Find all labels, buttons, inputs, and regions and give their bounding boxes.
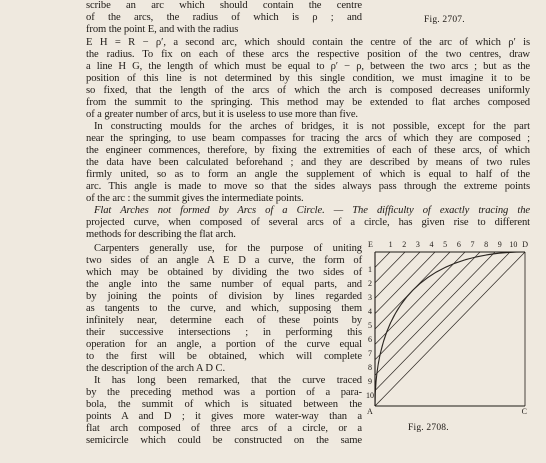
tangent-line <box>375 252 465 344</box>
top-division-label: 8 <box>484 240 489 249</box>
figure-caption-2707: Fig. 2707. <box>424 15 465 25</box>
text-line: firmly united, so as to form an angle the supplement of which is equal to half of the <box>86 169 530 180</box>
side-division-label: 5 <box>368 321 372 330</box>
text-line: to the first will be obtained, which will complete <box>86 351 362 362</box>
tangent-line <box>375 252 435 314</box>
text-line: the radius. To fix on each of these arcs the respective position of the two centres, draw <box>86 49 530 60</box>
top-division-label: 9 <box>497 240 502 249</box>
figure-caption-2708: Fig. 2708. <box>408 423 449 433</box>
text-line: projected curve, when composed of several arcs of a circle, has given rise to different <box>86 217 530 228</box>
text-line: the data have been calculated beforehand ; and they are described by means of two rules <box>86 157 530 168</box>
text-line: by the preceding method was a portion of a para- <box>86 387 362 398</box>
side-division-label: 7 <box>368 349 372 358</box>
text-line: scribe an arc which should contain the centre <box>86 0 362 11</box>
tangent-line <box>375 252 405 283</box>
text-line: Carpenters generally use, for the purpose of uniting <box>94 243 362 254</box>
top-division-label: 5 <box>443 240 448 249</box>
text-line: as tangents to the curve, and which, supposing them <box>86 303 362 314</box>
top-division-label: 7 <box>470 240 475 249</box>
side-division-label: 8 <box>368 363 372 372</box>
text-line: bola, the summit of which is situated between the <box>86 399 362 410</box>
text-line: which may be obtained by dividing the two sides of <box>86 267 362 278</box>
corner-label-c: C <box>521 407 527 416</box>
text-line: In constructing moulds for the arches of bridges, it is not possible, except for the part <box>94 121 530 132</box>
text-line: methods for describing the flat arch. <box>86 229 236 240</box>
text-line: by joining the points of division by lines regarded <box>86 291 362 302</box>
corner-label-d: D <box>522 240 528 249</box>
side-division-label: 2 <box>368 279 372 288</box>
tangent-line <box>375 252 495 375</box>
text-line: a line H G, the length of which must be equal to ρ′ − ρ, between the two arcs ; but as the <box>86 61 530 72</box>
tangent-line <box>375 252 420 298</box>
text-line: from the summit to the springing. This method may be extended to flat arches composed <box>86 97 530 108</box>
text-line: operation for an angle, a portion of the curve equal <box>86 339 362 350</box>
side-division-label: 6 <box>368 335 372 344</box>
top-division-label: 1 <box>388 240 393 249</box>
tangent-line <box>375 252 510 391</box>
text-line: two sides of an angle A E D a curve, the form of <box>86 255 362 266</box>
text-line: semicircle which could be constructed on the same <box>86 435 362 446</box>
figure-2708-arch-diagram <box>365 238 535 418</box>
section-heading-line: Flat Arches not formed by Arcs of a Circle. — The difficulty of exactly tracing the <box>94 205 530 216</box>
text-line: so fixed, that the length of the arcs of which the arch is composed decreases uniformly <box>86 85 530 96</box>
text-line: of the arc : the summit gives the intermediate points. <box>86 193 304 204</box>
top-division-label: 10 <box>509 240 518 249</box>
text-line: E H = R − ρ′, a second arc, which should contain the centre of the arc of which ρ′ is <box>86 37 530 48</box>
top-division-label: 4 <box>429 240 434 249</box>
side-division-label: 4 <box>368 307 372 316</box>
side-division-label: 9 <box>368 377 372 386</box>
text-line: arc. This angle is made to move so that the sides always pass through the extreme points <box>86 181 530 192</box>
text-line: the description of the arch A D C. <box>86 363 225 374</box>
corner-label-a: A <box>367 407 373 416</box>
text-line: position of this line is not determined by this single condition, we must imagine it to be <box>86 73 530 84</box>
text-line: the engineer commences, therefore, by fixing the extremities of each of these arcs, of which <box>86 145 530 156</box>
side-division-label: 10 <box>366 391 374 400</box>
tangent-line <box>375 252 390 267</box>
text-line: of a greater number of arcs, but it is useless to use more than five. <box>86 109 358 120</box>
text-line: points A and D ; it gives more water-way than a <box>86 411 362 422</box>
corner-label-e: E <box>368 240 373 249</box>
top-division-label: 3 <box>415 240 420 249</box>
text-line: of the arcs, the radius of which is ρ ; and <box>86 12 362 23</box>
text-line: the angle into the same number of equal parts, and <box>86 279 362 290</box>
text-line: their successive intersections ; in performing this <box>86 327 362 338</box>
text-line: from the point E, and with the radius <box>86 24 239 35</box>
text-line: flat arch composed of three arcs of a circle, or a <box>86 423 362 434</box>
text-line: It has long been remarked, that the curve traced <box>94 375 362 386</box>
tangent-line <box>375 252 480 360</box>
side-division-label: 3 <box>368 293 372 302</box>
text-line: infinitely near, determine each of these points by <box>86 315 362 326</box>
side-division-label: 1 <box>368 265 372 274</box>
top-division-label: 2 <box>402 240 407 249</box>
top-division-label: 6 <box>456 240 461 249</box>
text-line: near the springing, to use beam compasses for tracing the arcs of which they are composed ; <box>86 133 530 144</box>
